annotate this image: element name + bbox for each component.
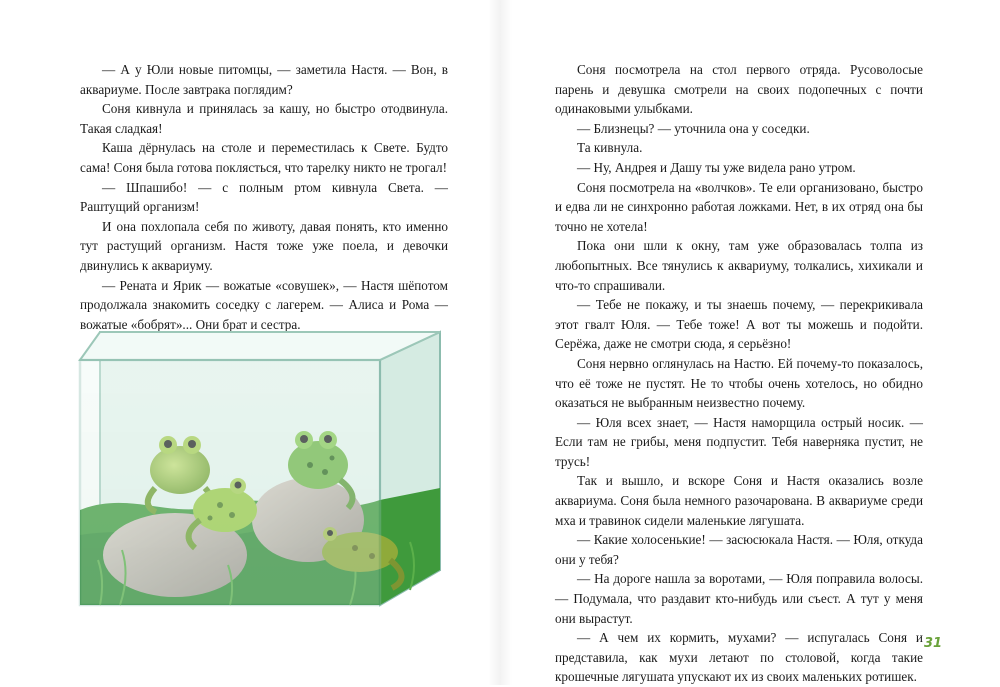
paragraph: — А у Юли новые питомцы, — заметила Настя. — Вон, в аквариуме. После завтрака поглядим? (80, 62, 448, 97)
glass-front (80, 360, 380, 605)
right-page-text (555, 60, 923, 687)
glass-top (80, 332, 440, 360)
paragraph: И она похлопала себя по животу, давая понять, кто именно тут растущий организм. Настя тоже уже поела, и девочки двинулись к аквариуму. (80, 218, 448, 273)
frog-aquarium-illustration (60, 320, 468, 625)
paragraph: — Юля всех знает, — Настя наморщила острый носик. — Если там не грибы, меня подпустит. Тебя наверняка пустит, не трусь! (555, 414, 923, 469)
paragraph: Пока они шли к окну, там уже образовалась толпа из любопытных. Все тянулись к аквариуму, толкались, хихикали и что-то спрашивали. (555, 238, 923, 293)
paragraph: — Шпашибо! — с полным ртом кивнула Света. — Раштущий организм! (80, 179, 448, 215)
paragraph: — А чем их кормить, мухами? — испугалась Соня и представила, как мухи летают по столовой, когда такие крошечные лягушата упускают их из своих маленьких ротишек. (555, 630, 923, 685)
paragraph: — На дороге нашла за воротами, — Юля поправила волосы. — Подумала, что раздавит кто-нибудь или съест. А тут у меня они вырастут. (555, 571, 923, 626)
aquarium-svg (60, 320, 468, 625)
paragraph: Каша дёрнулась на столе и переместилась к Свете. Будто сама! Соня была готова поклясться, что тарелку никто не трогал! (80, 140, 448, 175)
paragraph: Соня посмотрела на «волчков». Те ели организовано, быстро и едва ли не синхронно работая ложками. Нет, в их отряд она бы точно не хотела! (555, 179, 923, 234)
page-number: 31 (924, 636, 943, 651)
paragraph: — Близнецы? — уточнила она у соседки. (577, 120, 810, 136)
paragraph: Соня кивнула и принялась за кашу, но быстро отодвинула. Такая сладкая! (80, 101, 448, 136)
paragraph: Та кивнула. (577, 140, 643, 156)
paragraph: — Какие холосенькие! — засюсюкала Настя. — Юля, откуда они у тебя? (555, 532, 923, 567)
paragraph: — Ну, Андрея и Дашу ты уже видела рано утром. (577, 159, 856, 175)
paragraph: Соня посмотрела на стол первого отряда. Русоволосые парень и девушка смотрели на своих подопечных с почти одинаковыми улыбками. (555, 62, 923, 117)
paragraph: Соня нервно оглянулась на Настю. Ей почему-то показалось, что её тоже не пустят. Не то чтобы очень хотелось, но обидно оказаться не выбранным неизвестно почему. (555, 355, 923, 411)
page-gutter (488, 0, 512, 685)
paragraph: Так и вышло, и вскоре Соня и Настя оказались возле аквариума. Соня была немного разочарована. В аквариуме среди мха и травинок сидели маленькие лягушата. (555, 473, 923, 528)
paragraph: — Тебе не покажу, и ты знаешь почему, — перекрикивала этот гвалт Юля. — Тебе тоже! А вот ты можешь и подойти. Серёжа, даже не смотри сюда, я серьёзно! (555, 297, 923, 352)
paragraph: — Рената и Ярик — вожатые «совушек», — Настя шёпотом продолжала знакомить соседку с лагерем. — Алиса и Рома — вожатые «бобрят»... Они брат и сестра. (80, 277, 448, 332)
left-page-text (80, 60, 448, 334)
